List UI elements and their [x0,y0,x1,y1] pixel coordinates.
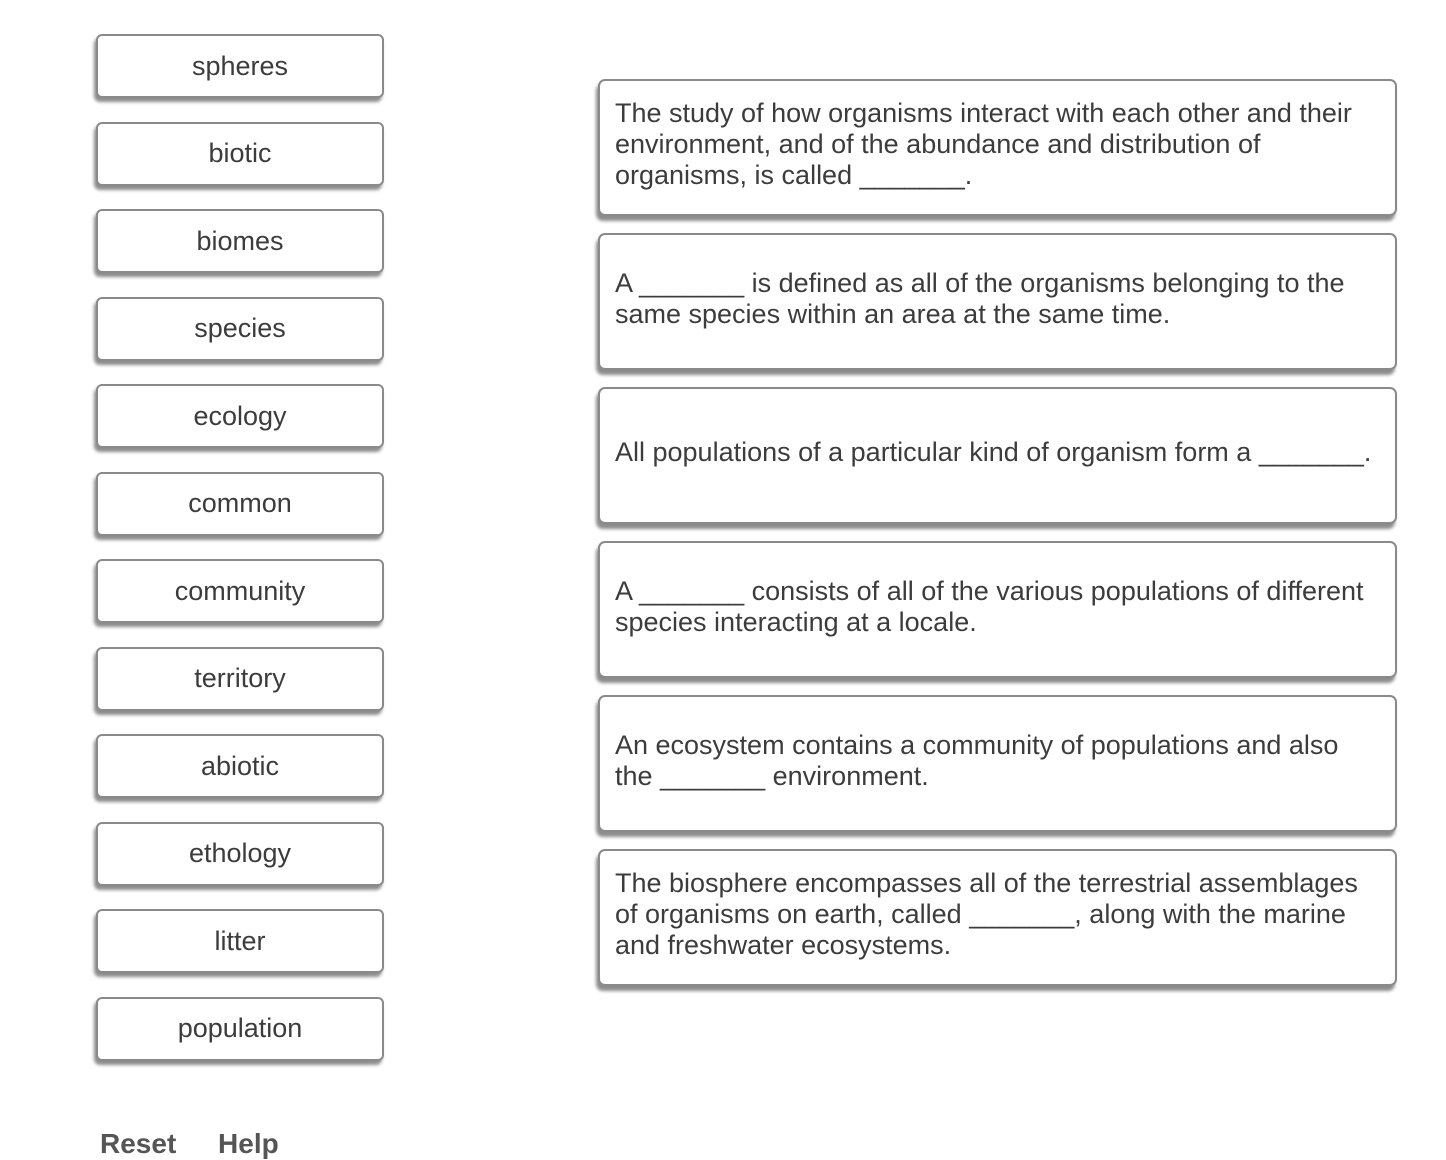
drop-target-3[interactable] [598,387,1397,524]
word-chip-territory[interactable]: territory [96,647,384,711]
drop-target-6[interactable] [598,849,1397,986]
drop-target-4[interactable] [598,541,1397,678]
footer-controls [100,1128,313,1160]
help-button[interactable]: Help [218,1128,279,1159]
word-chip-ethology[interactable]: ethology [96,822,384,886]
word-chip-biomes[interactable]: biomes [96,209,384,273]
target-sentence-3: All populations of a particular kind of organism form a _______. [615,437,1372,467]
target-sentence-5: An ecosystem contains a community of populations and also the _______ environment. [615,729,1339,791]
word-chip-biotic[interactable]: biotic [96,122,384,186]
word-bank [96,34,386,1084]
word-chip-ecology[interactable]: ecology [96,384,384,448]
target-sentence-1: The study of how organisms interact with each other and their environment, and of the abundance and distribution of organisms, is called _______. [615,98,1352,190]
word-chip-litter[interactable]: litter [96,909,384,973]
drop-target-5[interactable] [598,695,1397,832]
word-chip-spheres[interactable]: spheres [96,34,384,98]
drop-target-2[interactable] [598,233,1397,370]
drop-targets [598,79,1398,1003]
target-sentence-2: A _______ is defined as all of the organisms belonging to the same species within an area at the same time. [615,267,1345,329]
word-chip-population[interactable]: population [96,997,384,1061]
word-chip-community[interactable]: community [96,559,384,623]
target-sentence-4: A _______ consists of all of the various populations of different species interacting at a locale. [615,575,1364,637]
target-sentence-6: The biosphere encompasses all of the terrestrial assemblages of organisms on earth, called _______, along with the marine and freshwater ecosystems. [615,868,1358,960]
drop-target-1[interactable] [598,79,1397,216]
word-chip-abiotic[interactable]: abiotic [96,734,384,798]
word-chip-species[interactable]: species [96,297,384,361]
reset-button[interactable]: Reset [100,1128,177,1159]
word-chip-common[interactable]: common [96,472,384,536]
